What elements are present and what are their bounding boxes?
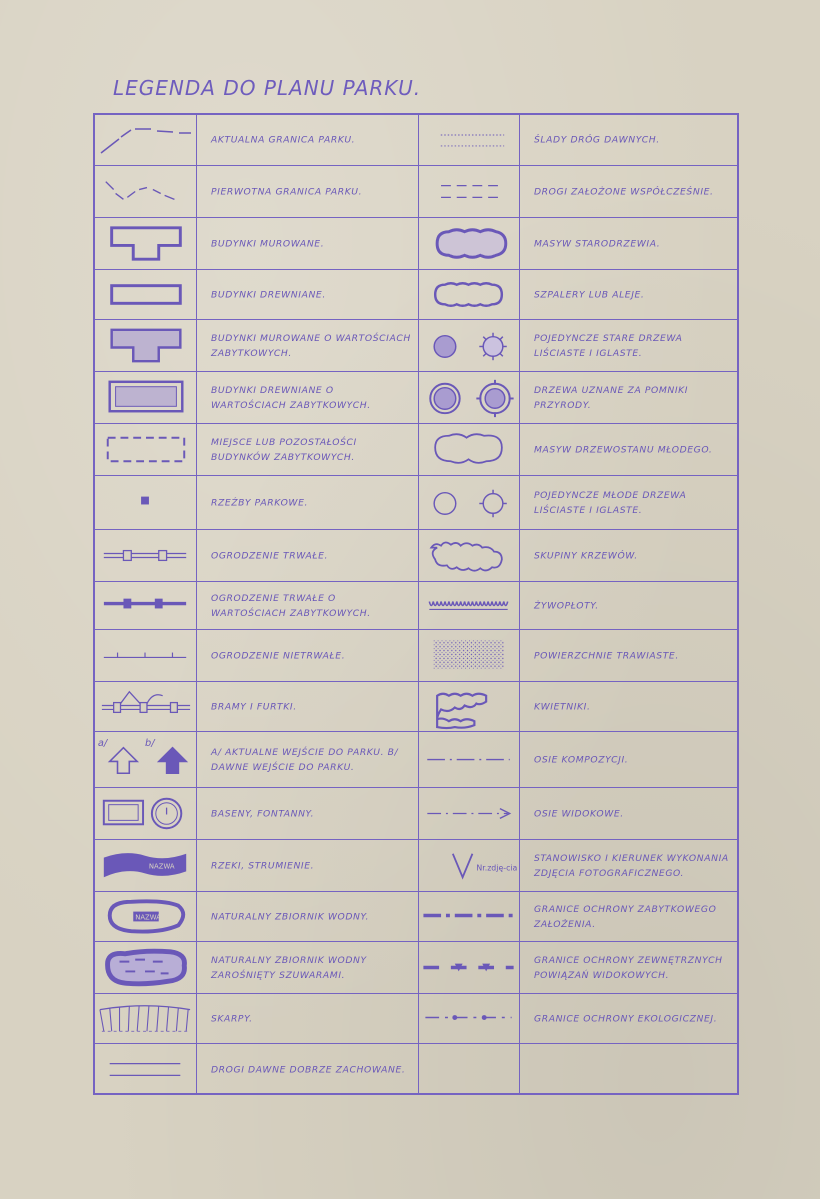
grass-surface-icon: [419, 630, 519, 681]
park-entrance-icon: [95, 732, 196, 787]
entrance-a-marker: a/: [97, 737, 108, 749]
legend-label: OGRODZENIE NIETRWAŁE.: [211, 650, 346, 661]
legend-label: RZEKI, STRUMIENIE.: [211, 860, 315, 871]
flower-beds-icon: [419, 682, 519, 731]
legend-row: [95, 629, 737, 681]
legend-row: [95, 475, 737, 529]
legend-label: ŚLADY DRÓG DAWNYCH.: [534, 134, 660, 146]
legend-label: GRANICE OCHRONY ZEWNĘTRZNYCH POWIĄZAŃ WIDOKOWYCH.: [534, 954, 723, 981]
photo-position-icon: [419, 840, 519, 891]
legend-label: BASENY, FONTANNY.: [211, 808, 315, 819]
tree-rows-icon: [419, 270, 519, 319]
external-view-protection-icon: [419, 942, 519, 993]
empty-symbol-cell: [418, 1044, 519, 1095]
legend-label: OSIE KOMPOZYCJI.: [534, 754, 629, 765]
old-tree-mass-icon: [419, 218, 519, 269]
river-name-tag: NAZWA: [148, 862, 175, 871]
ecological-protection-boundary-icon: [419, 994, 519, 1043]
wooden-building-icon: [95, 270, 196, 319]
legend-label: A/ AKTUALNE WEJŚCIE DO PARKU. B/ DAWNE WEJŚCIE DO PARKU.: [211, 746, 399, 773]
legend-row: [95, 941, 737, 993]
legend-label: PIERWOTNA GRANICA PARKU.: [211, 186, 363, 197]
old-road-traces-icon: [419, 115, 519, 165]
legend-title: LEGENDA DO PLANU PARKU.: [113, 76, 422, 100]
legend-row: [95, 787, 737, 839]
legend-label: POJEDYNCZE MŁODE DRZEWA LIŚCIASTE I IGLASTE.: [534, 489, 687, 516]
natural-water-reservoir-icon: [95, 892, 196, 941]
legend-label: SKARPY.: [211, 1013, 253, 1024]
legend-row: [95, 319, 737, 371]
single-young-trees-icon: [419, 476, 519, 529]
legend-label: BUDYNKI MUROWANE.: [211, 238, 325, 249]
historic-building-remains-icon: [95, 424, 196, 475]
legend-label: ŻYWOPŁOTY.: [534, 600, 599, 611]
legend-label: NATURALNY ZBIORNIK WODNY.: [211, 911, 370, 922]
legend-row: [95, 217, 737, 269]
legend-label: GRANICE OCHRONY ZABYTKOWEGO ZAŁOŻENIA.: [534, 903, 717, 930]
legend-row: [95, 529, 737, 581]
legend-label: POJEDYNCZE STARE DRZEWA LIŚCIASTE I IGLASTE.: [534, 332, 683, 359]
park-sculpture-icon: [95, 476, 196, 529]
legend-label: MASYW DRZEWOSTANU MŁODEGO.: [534, 444, 713, 455]
legend-row: [95, 423, 737, 475]
escarpment-icon: [95, 994, 196, 1043]
legend-label: AKTUALNA GRANICA PARKU.: [211, 134, 356, 146]
pools-fountains-icon: [95, 788, 196, 839]
hedges-icon: [419, 582, 519, 629]
historic-permanent-fence-icon: [95, 582, 196, 629]
single-old-trees-icon: [419, 320, 519, 371]
historic-wooden-building-icon: [95, 372, 196, 423]
historic-masonry-building-icon: [95, 320, 196, 371]
legend-label: KWIETNIKI.: [534, 701, 591, 712]
legend-table: [93, 113, 739, 1095]
legend-label: BUDYNKI MUROWANE O WARTOŚCIACH ZABYTKOWYCH.: [211, 332, 411, 359]
legend-row: [95, 731, 737, 787]
legend-label: RZEŹBY PARKOWE.: [211, 497, 309, 508]
original-park-boundary-icon: [95, 166, 196, 217]
legend-label: OGRODZENIE TRWAŁE.: [211, 550, 329, 561]
legend-label: DROGI ZAŁOŻONE WSPÓŁCZEŚNIE.: [534, 186, 714, 197]
reservoir-name-tag: NAZWA: [135, 913, 161, 922]
legend-label: MASYW STARODRZEWIA.: [534, 238, 661, 249]
overgrown-reservoir-icon: [95, 942, 196, 993]
temporary-fence-icon: [95, 630, 196, 681]
composition-axes-icon: [419, 732, 519, 787]
legend-label: BUDYNKI DREWNIANE.: [211, 289, 326, 300]
young-tree-mass-icon: [419, 424, 519, 475]
legend-label: DROGI DAWNE DOBRZE ZACHOWANE.: [211, 1064, 406, 1075]
heritage-protection-boundary-icon: [419, 892, 519, 941]
legend-label: BRAMY I FURTKI.: [211, 701, 297, 712]
legend-row: [95, 581, 737, 629]
legend-row: [95, 993, 737, 1043]
legend-label: GRANICE OCHRONY EKOLOGICZNEJ.: [534, 1013, 718, 1024]
nature-monument-trees-icon: [419, 372, 519, 423]
legend-row: [95, 115, 737, 165]
legend-label: BUDYNKI DREWNIANE O WARTOŚCIACH ZABYTKOWYCH.: [211, 384, 371, 411]
legend-label: POWIERZCHNIE TRAWIASTE.: [534, 650, 679, 661]
legend-label: SKUPINY KRZEWÓW.: [534, 550, 638, 561]
legend-row: [95, 371, 737, 423]
modern-roads-icon: [419, 166, 519, 217]
legend-row: [95, 681, 737, 731]
gates-icon: [95, 682, 196, 731]
legend-label: OSIE WIDOKOWE.: [534, 808, 624, 819]
legend-row: [95, 891, 737, 941]
legend-label: MIEJSCE LUB POZOSTAŁOŚCI BUDYNKÓW ZABYTKOWYCH.: [211, 436, 357, 463]
permanent-fence-icon: [95, 530, 196, 581]
legend-label: SZPALERY LUB ALEJE.: [534, 289, 645, 300]
river-icon: [95, 840, 196, 891]
legend-row: [95, 839, 737, 891]
entrance-b-marker: b/: [145, 737, 155, 749]
masonry-building-icon: [95, 218, 196, 269]
current-park-boundary-icon: [95, 115, 196, 165]
legend-label: STANOWISKO I KIERUNEK WYKONANIA ZDJĘCIA FOTOGRAFICZNEGO.: [534, 852, 729, 879]
legend-row: [95, 1043, 737, 1095]
legend-label: OGRODZENIE TRWAŁE O WARTOŚCIACH ZABYTKOWYCH.: [211, 592, 371, 619]
legend-row: [95, 165, 737, 217]
shrub-groups-icon: [419, 530, 519, 581]
legend-row: [95, 269, 737, 319]
legend-label: DRZEWA UZNANE ZA POMNIKI PRZYRODY.: [534, 384, 689, 411]
view-axes-icon: [419, 788, 519, 839]
well-preserved-old-roads-icon: [95, 1044, 196, 1095]
legend-label: NATURALNY ZBIORNIK WODNY ZAROŚNIĘTY SZUWARAMI.: [211, 954, 367, 981]
photo-number-tag: Nr.zdję-cia: [476, 863, 518, 873]
